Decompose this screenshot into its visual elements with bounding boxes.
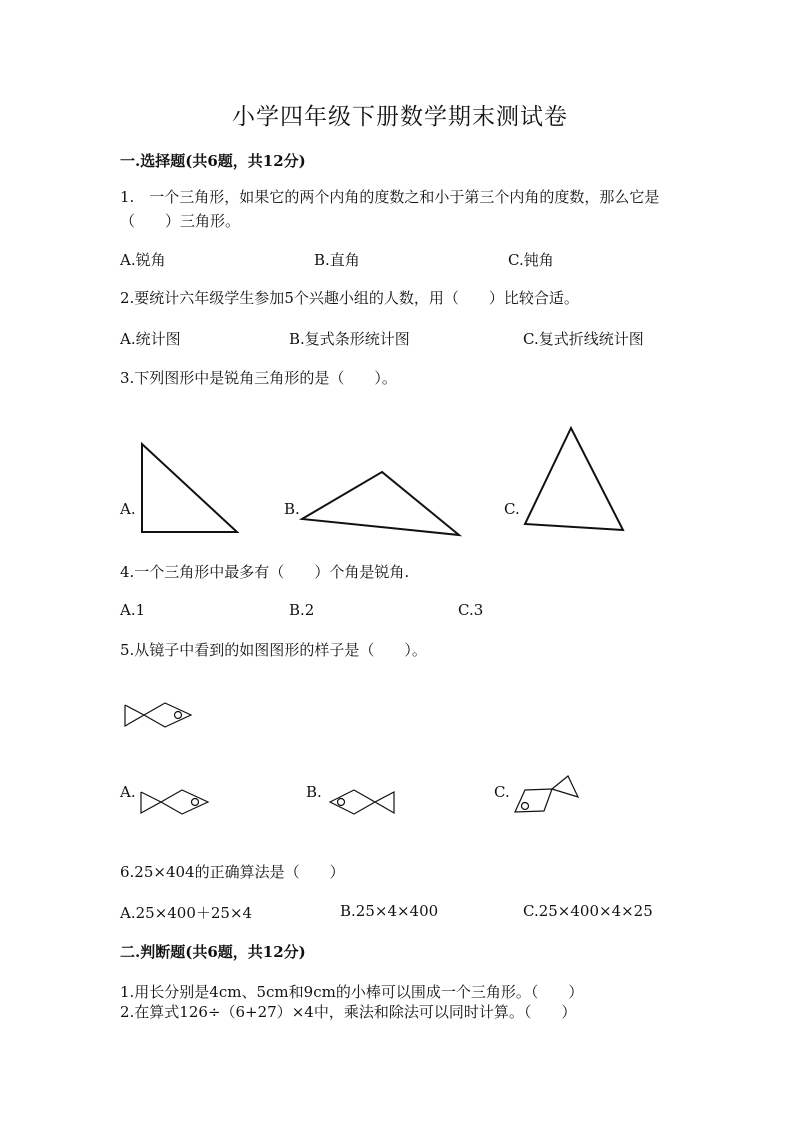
- q6-option-a[interactable]: A.25×400＋25×4: [120, 904, 253, 922]
- q1-option-a[interactable]: A.锐角: [120, 251, 166, 269]
- question-5: 5.从镜子中看到的如图图形的样子是（ ）。: [120, 641, 427, 659]
- q2-option-c[interactable]: C.复式折线统计图: [523, 330, 644, 348]
- judgement-1: 1.用长分别是4cm、5cm和9cm的小棒可以围成一个三角形。（ ）: [120, 983, 584, 1001]
- question-6: 6.25×404的正确算法是（ ）: [120, 863, 345, 881]
- q5-label-b[interactable]: B.: [306, 783, 322, 801]
- q4-option-b[interactable]: B.2: [289, 601, 315, 619]
- section-heading-choice: 一.选择题(共6题，共12分): [120, 152, 306, 170]
- q2-option-b[interactable]: B.复式条形统计图: [289, 330, 410, 348]
- q3-label-c[interactable]: C.: [504, 500, 520, 518]
- question-4: 4.一个三角形中最多有（ ）个角是锐角.: [120, 563, 410, 581]
- question-2: 2.要统计六年级学生参加5个兴趣小组的人数，用（ ）比较合适。: [120, 289, 579, 307]
- q6-option-c[interactable]: C.25×400×4×25: [523, 902, 653, 920]
- fish-original: [125, 703, 191, 727]
- q5-label-c[interactable]: C.: [494, 783, 510, 801]
- fish-option-b: [330, 790, 394, 814]
- q3-label-b[interactable]: B.: [284, 500, 300, 518]
- judgement-2: 2.在算式126÷（6+27）×4中，乘法和除法可以同时计算。（ ）: [120, 1003, 577, 1021]
- fish-option-a: [141, 790, 208, 814]
- q1-option-b[interactable]: B.直角: [314, 251, 360, 269]
- section-heading-judgement: 二.判断题(共6题，共12分): [120, 943, 306, 961]
- page-title: 小学四年级下册数学期末测试卷: [232, 104, 568, 130]
- q4-option-a[interactable]: A.1: [120, 601, 146, 619]
- q1-option-c[interactable]: C.钝角: [508, 251, 554, 269]
- fish-option-c: [515, 776, 578, 812]
- q6-option-b[interactable]: B.25×4×400: [340, 902, 439, 920]
- question-3: 3.下列图形中是锐角三角形的是（ ）。: [120, 369, 397, 387]
- q2-option-a[interactable]: A.统计图: [120, 330, 181, 348]
- q3-label-a[interactable]: A.: [120, 500, 136, 518]
- q4-option-c[interactable]: C.3: [458, 601, 484, 619]
- question-1: 1. 一个三角形，如果它的两个内角的度数之和小于第三个内角的度数，那么它是（ ）三角形。: [120, 188, 660, 230]
- q5-label-a[interactable]: A.: [120, 783, 136, 801]
